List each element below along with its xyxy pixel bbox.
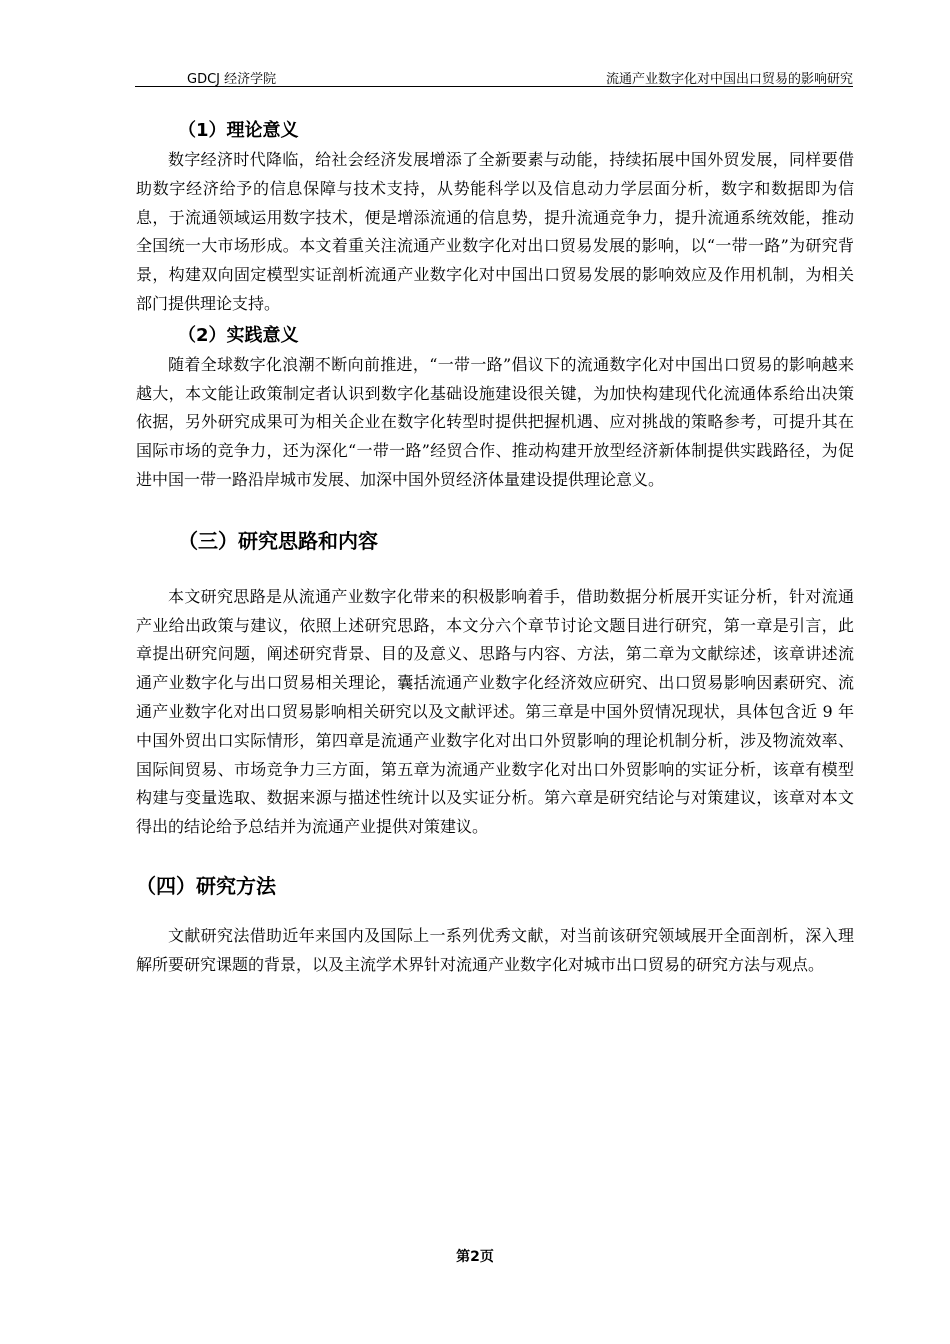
- theory-paragraph: 数字经济时代降临，给社会经济发展增添了全新要素与动能，持续拓展中国外贸发展，同样要借助数字经济给予的信息保障与技术支持，从势能科学以及信息动力学层面分析，数字和数据即为信息，于流通领域运用数字技术，便是增添流通的信息势，提升流通竞争力，提升流通系统效能，推动全国统一大市场形成。本文着重关注流通产业数字化对出口贸易发展的影响，以“一带一路”为研究背景，构建双向固定模型实证剖析流通产业数字化对中国出口贸易发展的影响效应及作用机制，为相关部门提供理论支持。: [136, 150, 854, 313]
- section3-paragraph: 本文研究思路是从流通产业数字化带来的积极影响着手，借助数据分析展开实证分析，针对流通产业给出政策与建议，依照上述研究思路，本文分六个章节讨论文题目进行研究，第一章是引言，此章提出研究问题，阐述研究背景、目的及意义、思路与内容、方法，第二章为文献综述，该章讲述流通产业数字化与出口贸易相关理论，囊括流通产业数字化经济效应研究、出口贸易影响因素研究、流通产业数字化对出口贸易影响相关研究以及文献评述。第三章是中国外贸情况现状，具体包含近 9 年中国外贸出口实际情形，第四章是流通产业数字化对出口外贸影响的理论机制分析，涉及物流效率、国际间贸易、市场竞争力三方面，第五章为流通产业数字化对出口外贸影响的实证分析，该章有模型构建与变量选取、数据来源与描述性统计以及实证分析。第六章是研究结论与对策建议，该章对本文得出的结论给予总结并为流通产业提供对策建议。: [136, 586, 854, 837]
- section4-paragraph: 文献研究法借助近年来国内及国际上一系列优秀文献，对当前该研究领域展开全面剖析，深入理解所要研究课题的背景，以及主流学术界针对流通产业数字化对城市出口贸易的研究方法与观点。: [136, 925, 854, 974]
- section3-heading: （三）研究思路和内容: [178, 528, 378, 553]
- section4-heading: （四）研究方法: [136, 873, 276, 898]
- page-number: 第2页: [456, 1249, 494, 1265]
- theory-heading: （1）理论意义: [178, 120, 299, 141]
- practice-paragraph: 随着全球数字化浪潮不断向前推进，“一带一路”倡议下的流通数字化对中国出口贸易的影响越来越大，本文能让政策制定者认识到数字化基础设施建设很关键，为加快构建现代化流通体系给出决策依据，另外研究成果可为相关企业在数字化转型时提供把握机遇、应对挑战的策略参考，可提升其在国际市场的竞争力，还为深化“一带一路”经贸合作、推动构建开放型经济新体制提供实践路径，为促进中国一带一路沿岸城市发展、加深中国外贸经济体量建设提供理论意义。: [136, 354, 854, 489]
- header-school: GDCJ 经济学院: [187, 72, 277, 87]
- page-header: [135, 66, 853, 87]
- header-title: 流通产业数字化对中国出口贸易的影响研究: [605, 72, 853, 87]
- page-body: [136, 116, 854, 980]
- practice-heading: （2）实践意义: [178, 324, 299, 346]
